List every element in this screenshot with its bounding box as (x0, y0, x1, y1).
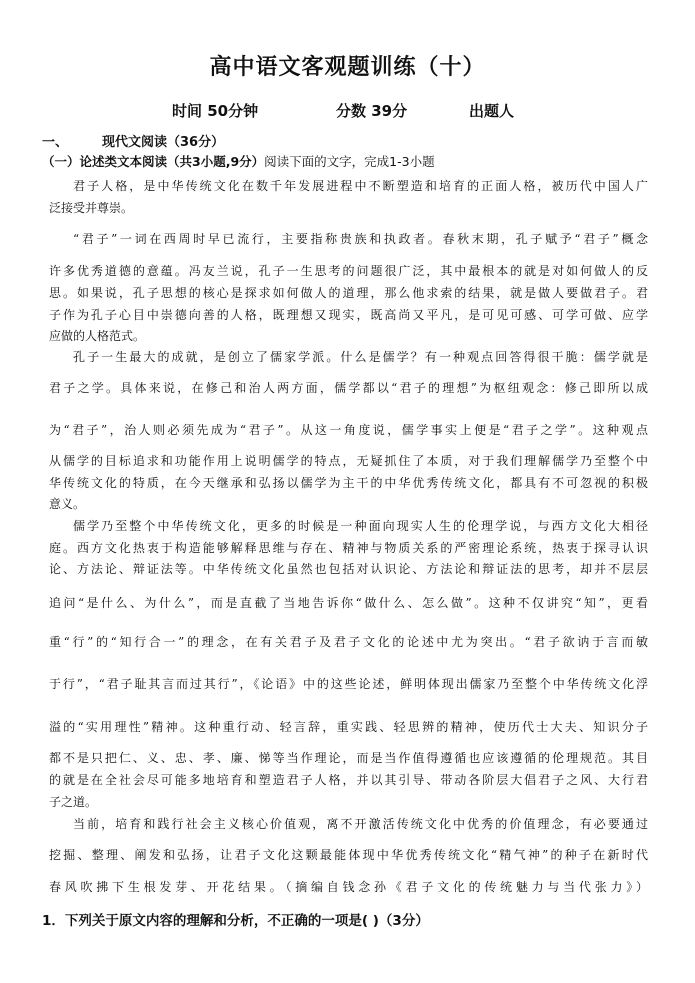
passage-line: 泛接受并尊崇。 (49, 201, 134, 215)
passage-line: 从儒学的目标追求和功能作用上说明儒学的特点，无疑抓住了本质，对于我们理解儒学乃至整个中 (49, 454, 648, 468)
passage-line: 华传统文化的特质，在今天继承和弘扬以儒学为主干的中华优秀传统文化，都具有不可忽视的积极 (49, 476, 648, 490)
passage-line: 为“君子”，治人则必须先成为“君子”。从这一角度说，儒学事实上便是“君子之学”。这种观点 (49, 423, 648, 437)
passage-line: 都不是只把仁、义、忠、孝、廉、悌等当作理论，而是当作值得遵循也应该遵循的伦理规范。其目 (49, 751, 648, 765)
passage-line: 应做的人格范式。 (49, 329, 146, 343)
passage-line: 的就是在全社会尽可能多地培育和塑造君子人格，并以其引导、带动各阶层大倡君子之风、大行君 (49, 773, 648, 787)
passage-line: 思。如果说，孔子思想的核心是探求如何做人的道理，那么他求索的结果，就是做人要做君子。君 (49, 286, 648, 300)
exam-score: 分数 39分 (336, 102, 408, 120)
passage-line: 子之道。 (49, 795, 98, 809)
exam-author: 出题人 (469, 102, 515, 120)
section-title: 现代文阅读（36分） (102, 135, 225, 150)
passage-line: 庭。西方文化热衷于构造能够解释思维与存在、精神与物质关系的严密理论系统，热衷于探寻认识 (49, 541, 648, 555)
exam-time: 时间 50分钟 (172, 102, 259, 120)
passage-line: “君子”一词在西周时早已流行，主要指称贵族和执政者。春秋末期，孔子赋予“君子”概念 (73, 232, 648, 246)
question-1: 1．下列关于原文内容的理解和分析，不正确的一项是( )（3分） (42, 913, 429, 929)
passage-line: 论、方法论、辩证法等。中华传统文化虽然也包括对认识论、方法论和辩证法的思考，却并不层层 (49, 562, 648, 576)
passage-line: 溢的“实用理性”精神。这种重行动、轻言辞，重实践、轻思辨的精神，使历代士大夫、知识分子 (49, 720, 648, 734)
passage-line: 儒学乃至整个中华传统文化，更多的时候是一种面向现实人生的伦理学说，与西方文化大相径 (73, 519, 648, 533)
section-number: 一、 (42, 135, 69, 150)
passage-line: 孔子一生最大的成就，是创立了儒家学派。什么是儒学？有一种观点回答得很干脆：儒学就是 (73, 350, 648, 364)
subsection-label: （一）论述类文本阅读（共3小题,9分） (42, 154, 265, 169)
passage-line: 于行”，“君子耻其言而过其行”，《论语》中的这些论述，鲜明体现出儒家乃至整个中华传统文化浮 (49, 677, 648, 691)
passage-line: 许多优秀道德的意蕴。冯友兰说，孔子一生思考的问题很广泛，其中最根本的就是对如何做人的反 (49, 264, 648, 278)
passage-line: 追问“是什么、为什么”，而是直截了当地告诉你“做什么、怎么做”。这种不仅讲究“知”，更看 (49, 596, 648, 610)
subsection-heading (42, 152, 435, 170)
passage-line: 春风吹拂下生根发芽、开花结果。（摘编自钱念孙《君子文化的传统魅力与当代张力》） (49, 880, 648, 894)
passage-line: 君子之学。具体来说，在修己和治人两方面，儒学都以“君子的理想”为枢纽观念：修己即所以成 (49, 381, 648, 395)
subsection-instruction: 阅读下面的文字，完成1-3小题 (264, 154, 435, 169)
passage-line: 当前，培育和践行社会主义核心价值观，离不开激活传统文化中优秀的价值理念，有必要通过 (73, 817, 648, 831)
passage-line: 重“行”的“知行合一”的理念，在有关君子及君子文化的论述中尤为突出。“君子欲讷于言而敏 (49, 635, 648, 649)
passage-line: 子作为孔子心目中崇德向善的人格，既理想又现实，既高尚又平凡，是可见可感、可学可做、应学 (49, 308, 648, 322)
passage-line: 意义。 (49, 497, 86, 511)
section-heading (42, 131, 224, 150)
document-title: 高中语文客观题训练（十） (209, 55, 486, 80)
passage-line: 挖掘、整理、阐发和弘扬，让君子文化这颗最能体现中华优秀传统文化“精气神”的种子在新时代 (49, 848, 648, 862)
passage-line: 君子人格，是中华传统文化在数千年发展进程中不断塑造和培育的正面人格，被历代中国人广 (73, 179, 648, 193)
